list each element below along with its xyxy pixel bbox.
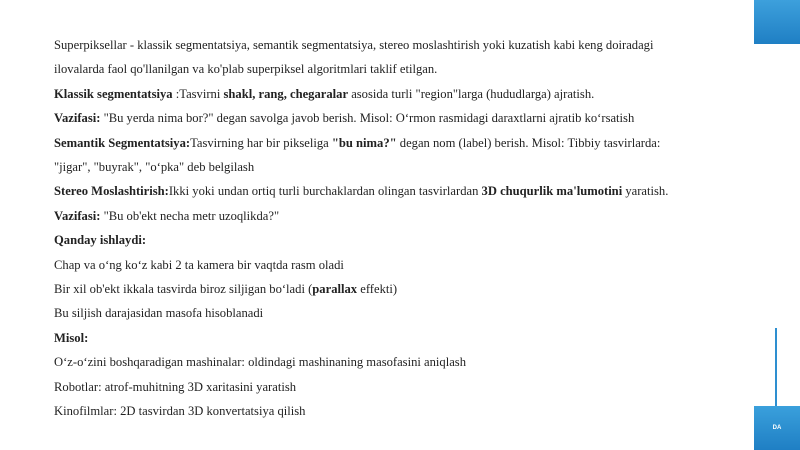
text-span: asosida turli "region"larga (hududlarga) ajratish. (348, 86, 595, 101)
bold-text: Vazifasi: (54, 208, 101, 223)
text-line (54, 375, 744, 399)
text-line (54, 179, 744, 203)
bold-text: Stereo Moslashtirish: (54, 184, 169, 199)
text-span: Bir xil ob'ekt ikkala tasvirda biroz siljigan bo‘ladi ( (54, 282, 313, 297)
text-line (54, 326, 744, 350)
text-span: "Bu yerda nima bor?" degan savolga javob berish. Misol: O‘rmon rasmidagi daraxtlarni ajratib ko‘rsatish (100, 111, 635, 126)
text-line (54, 253, 744, 277)
text-line (54, 204, 744, 228)
text-line (54, 301, 744, 325)
text-line (54, 82, 744, 106)
bold-text: Qanday ishlaydi: (54, 233, 147, 248)
corner-accent-block-top (754, 0, 800, 44)
text-line (54, 33, 744, 57)
text-span: Tasvirning har bir pikseliga (190, 135, 332, 150)
bold-text: "bu nima?" (331, 135, 397, 150)
text-span: effekti) (357, 282, 398, 297)
bold-text: Vazifasi: (54, 111, 101, 126)
text-span: Chap va o‘ng ko‘z kabi 2 ta kamera bir vaqtda rasm oladi (54, 257, 344, 272)
text-line (54, 106, 744, 130)
corner-accent-block-bottom (754, 406, 800, 450)
bold-text: Misol: (54, 330, 89, 345)
slide-number: DA (772, 425, 782, 431)
text-span: Ikki yoki undan ortiq turli burchaklardan olingan tasvirlardan (168, 184, 482, 199)
text-span: "Bu ob'ekt necha metr uzoqlikda?" (100, 208, 280, 223)
text-span: yaratish. (622, 184, 669, 199)
bold-text: parallax (312, 282, 358, 297)
text-span: ilovalarda faol qo'llanilgan va ko'plab superpiksel algoritmlari taklif etilgan. (54, 62, 438, 77)
text-line (54, 350, 744, 374)
text-span: degan nom (label) berish. Misol: Tibbiy tasvirlarda: (396, 135, 661, 150)
text-span: O‘z-o‘zini boshqaradigan mashinalar: oldindagi mashinaning masofasini aniqlash (54, 355, 466, 370)
text-line (54, 131, 744, 155)
text-line (54, 399, 744, 423)
text-line (54, 155, 744, 179)
text-span: :Tasvirni (172, 86, 224, 101)
text-line (54, 57, 744, 81)
bold-text: 3D chuqurlik ma'lumotini (481, 184, 623, 199)
text-line (54, 228, 744, 252)
text-span: "jigar", "buyrak", "o‘pka" deb belgilash (54, 160, 255, 175)
accent-vertical-line (775, 328, 777, 406)
text-line (54, 277, 744, 301)
bold-text: shakl, rang, chegaralar (223, 86, 349, 101)
text-span: Kinofilmlar: 2D tasvirdan 3D konvertatsiya qilish (54, 404, 306, 419)
bold-text: Klassik segmentatsiya (54, 86, 173, 101)
slide-body-text (54, 33, 744, 424)
text-span: Superpiksellar - klassik segmentatsiya, semantik segmentatsiya, stereo moslashtirish yoki kuzatish kabi keng doiradagi (54, 38, 654, 52)
text-span: Bu siljish darajasidan masofa hisoblanadi (54, 306, 264, 321)
text-span: Robotlar: atrof-muhitning 3D xaritasini yaratish (54, 379, 297, 394)
bold-text: Semantik Segmentatsiya: (54, 135, 191, 150)
